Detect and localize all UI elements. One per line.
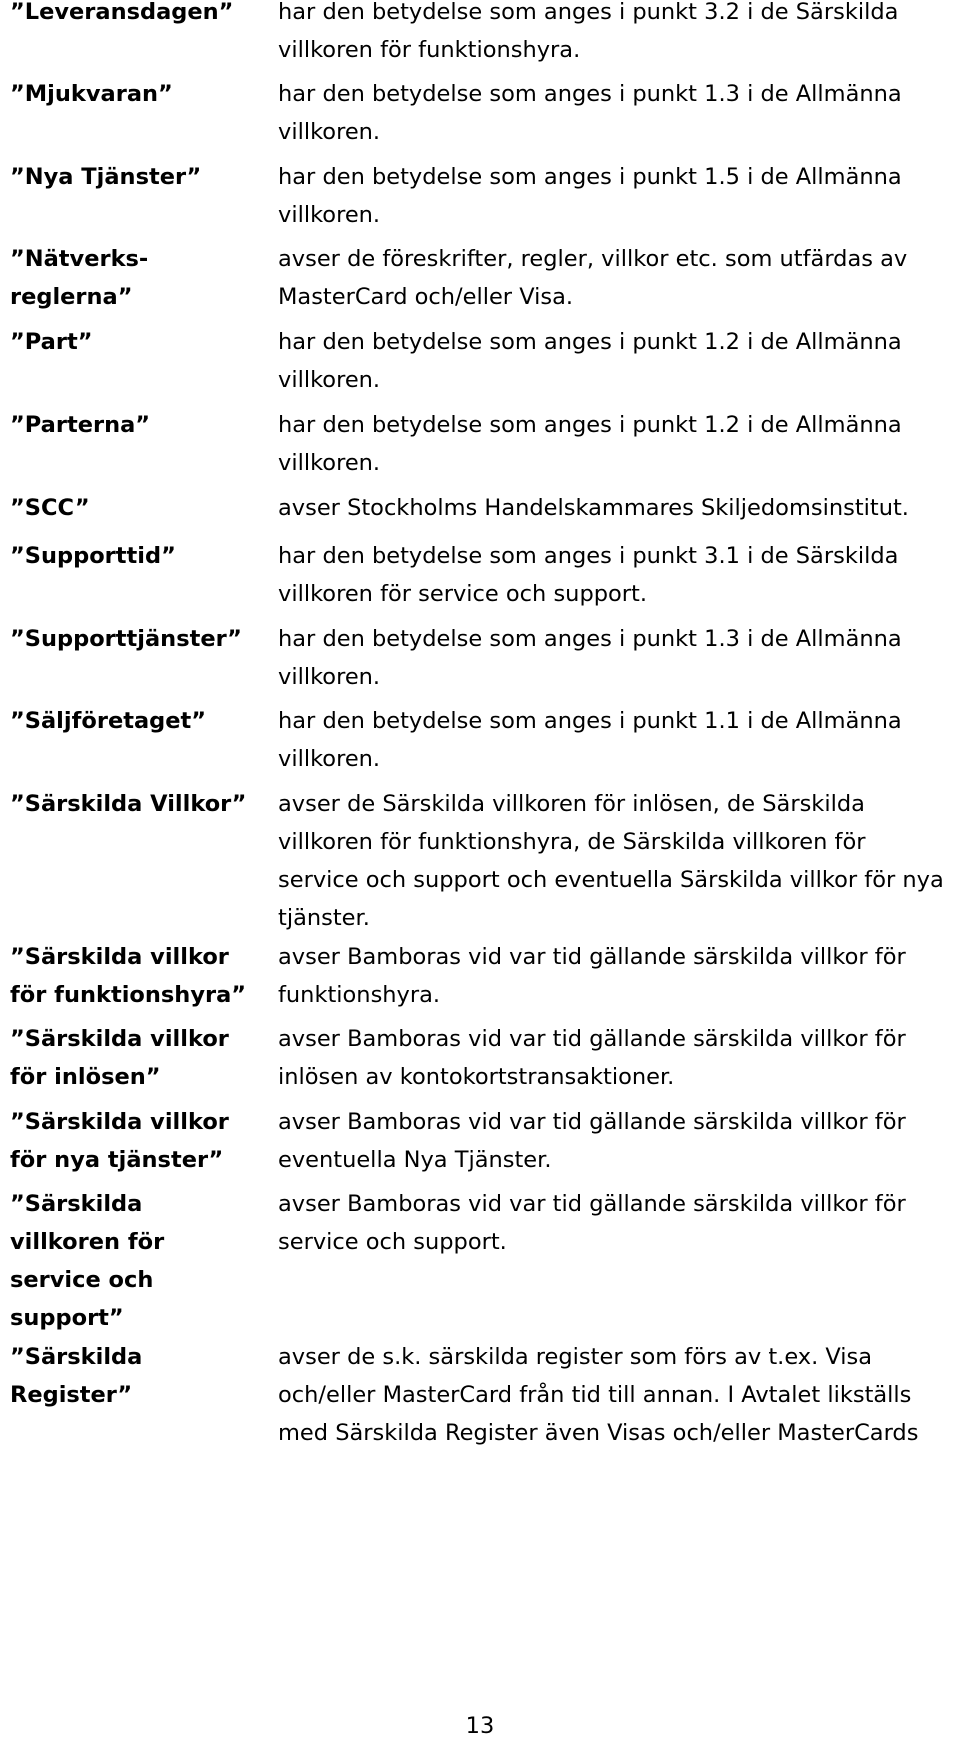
- glossary-term: ”Särskilda villkoren för service och support”: [10, 1191, 165, 1331]
- glossary-definition: har den betydelse som anges i punkt 1.3 i de Allmänna villkoren.: [278, 81, 902, 145]
- glossary-term: ”Särskilda villkor för funktionshyra”: [10, 944, 247, 1008]
- glossary-definition: avser de Särskilda villkoren för inlösen, de Särskilda villkoren för funktionshyra, de Särskilda villkoren för service och support och eventuella Särskilda villkor för nya tjänster.: [278, 791, 944, 931]
- glossary-definition: har den betydelse som anges i punkt 1.3 i de Allmänna villkoren.: [278, 626, 902, 690]
- glossary-definition: har den betydelse som anges i punkt 1.1 i de Allmänna villkoren.: [278, 708, 902, 772]
- glossary-definition: avser Bamboras vid var tid gällande särskilda villkor för service och support.: [278, 1191, 906, 1255]
- glossary-term: ”SCC”: [10, 495, 90, 521]
- glossary-term: ”Part”: [10, 329, 93, 355]
- glossary-definition: avser Bamboras vid var tid gällande särskilda villkor för eventuella Nya Tjänster.: [278, 1109, 906, 1173]
- glossary-definition: avser de föreskrifter, regler, villkor etc. som utfärdas av MasterCard och/eller Visa.: [278, 246, 908, 310]
- glossary-term: ”Säljföretaget”: [10, 708, 207, 734]
- glossary-definition: avser Bamboras vid var tid gällande särskilda villkor för inlösen av kontokortstransaktioner.: [278, 1026, 906, 1090]
- glossary-definition: har den betydelse som anges i punkt 3.1 i de Särskilda villkoren för service och support.: [278, 543, 899, 607]
- glossary-term: ”Supporttjänster”: [10, 626, 242, 652]
- glossary-term: ”Supporttid”: [10, 543, 176, 569]
- page-number: 13: [465, 1713, 495, 1739]
- glossary-definition: har den betydelse som anges i punkt 3.2 i de Särskilda villkoren för funktionshyra.: [278, 0, 899, 63]
- glossary-term: ”Nya Tjänster”: [10, 164, 202, 190]
- glossary-definition: avser de s.k. särskilda register som förs av t.ex. Visa och/eller MasterCard från tid till annan. I Avtalet likställs med Särskilda Register även Visas och/eller MasterCards: [278, 1344, 919, 1446]
- glossary-term: ”Särskilda Villkor”: [10, 791, 247, 817]
- glossary-term: ”Mjukvaran”: [10, 81, 173, 107]
- glossary-term: ”Särskilda villkor för inlösen”: [10, 1026, 229, 1090]
- glossary-definition: har den betydelse som anges i punkt 1.5 i de Allmänna villkoren.: [278, 164, 902, 228]
- glossary-term: ”Parterna”: [10, 412, 151, 438]
- glossary-term: ”Nätverks- reglerna”: [10, 246, 149, 310]
- glossary-definition: har den betydelse som anges i punkt 1.2 i de Allmänna villkoren.: [278, 412, 902, 476]
- glossary-definition: avser Stockholms Handelskammares Skiljedomsinstitut.: [278, 495, 909, 521]
- glossary-definition: har den betydelse som anges i punkt 1.2 i de Allmänna villkoren.: [278, 329, 902, 393]
- glossary-term: ”Leveransdagen”: [10, 0, 234, 25]
- glossary-definition: avser Bamboras vid var tid gällande särskilda villkor för funktionshyra.: [278, 944, 906, 1008]
- glossary-term: ”Särskilda villkor för nya tjänster”: [10, 1109, 229, 1173]
- glossary-term: ”Särskilda Register”: [10, 1344, 143, 1408]
